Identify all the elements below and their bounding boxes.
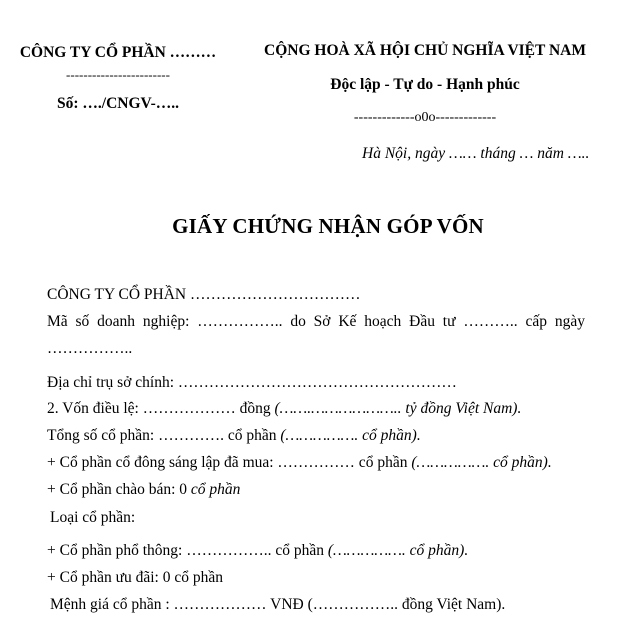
common-shares-words: (……………. cổ phần).	[327, 542, 469, 559]
tax-code-word: ………..	[463, 313, 518, 330]
document-title: GIẤY CHỨNG NHẬN GÓP VỐN	[172, 214, 484, 238]
offered-shares-text: + Cổ phần chào bán: 0	[47, 481, 191, 498]
founder-shares-words: (……………. cổ phần).	[411, 454, 552, 471]
tax-code-word: Mã	[47, 313, 68, 330]
common-shares-text: + Cổ phần phổ thông: …………….. cổ phần	[47, 542, 328, 559]
tax-code-word: tư	[442, 313, 456, 330]
tax-code-word: cấp	[525, 313, 547, 330]
preferred-shares-line: + Cổ phần ưu đãi: 0 cổ phần	[47, 569, 223, 586]
tax-code-word: doanh	[97, 313, 136, 330]
par-value-line: Mệnh giá cổ phần : ……………… VNĐ (…………….. đồng Việt Nam).	[50, 596, 506, 613]
place-and-date: Hà Nội, ngày …… tháng … năm …..	[362, 145, 590, 162]
document-number: Số: …./CNGV-…..	[57, 95, 179, 112]
national-title: CỘNG HOÀ XÃ HỘI CHỦ NGHĨA VIỆT NAM	[264, 42, 586, 59]
national-motto: Độc lập - Tự do - Hạnh phúc	[330, 76, 520, 93]
total-shares-words: (……………. cổ phần).	[280, 427, 421, 444]
tax-code-word: Sở	[313, 313, 331, 330]
total-shares-text: Tổng số cổ phần: …………. cổ phần	[47, 427, 281, 444]
charter-capital-words: (…….……………….. tỷ đồng Việt Nam).	[274, 400, 522, 417]
tax-code-word: Kế	[338, 313, 357, 330]
charter-capital-text: 2. Vốn điều lệ: ……………… đồng	[47, 400, 275, 417]
tax-code-word: hoạch	[364, 313, 402, 330]
tax-code-line	[47, 313, 585, 331]
head-office-address: Địa chỉ trụ sở chính: ………………………………………………	[47, 374, 457, 391]
share-types-label: Loại cổ phần:	[50, 509, 136, 526]
tax-code-continuation: ……………..	[47, 340, 133, 357]
total-shares-line	[47, 427, 421, 445]
tax-code-word: số	[75, 313, 90, 330]
company-line: CÔNG TY CỔ PHẦN ……………………………	[47, 286, 361, 303]
common-shares-line	[47, 542, 468, 560]
company-divider: ------------------------	[66, 67, 170, 82]
founder-shares-text: + Cổ phần cổ đông sáng lập đã mua: …………… cổ phần	[47, 454, 412, 471]
tax-code-word: ……………..	[197, 313, 283, 330]
offered-shares-line	[47, 481, 240, 499]
founder-shares-line	[47, 454, 552, 472]
tax-code-word: nghiệp:	[142, 313, 190, 330]
offered-shares-unit: cổ phần	[190, 481, 241, 498]
motto-separator: -------------o0o-------------	[353, 110, 497, 125]
charter-capital-line	[47, 400, 521, 418]
tax-code-word: Đầu	[409, 313, 435, 330]
company-name: CÔNG TY CỔ PHẦN ………	[19, 44, 217, 61]
tax-code-word: ngày	[554, 313, 585, 330]
tax-code-word: do	[290, 313, 306, 330]
